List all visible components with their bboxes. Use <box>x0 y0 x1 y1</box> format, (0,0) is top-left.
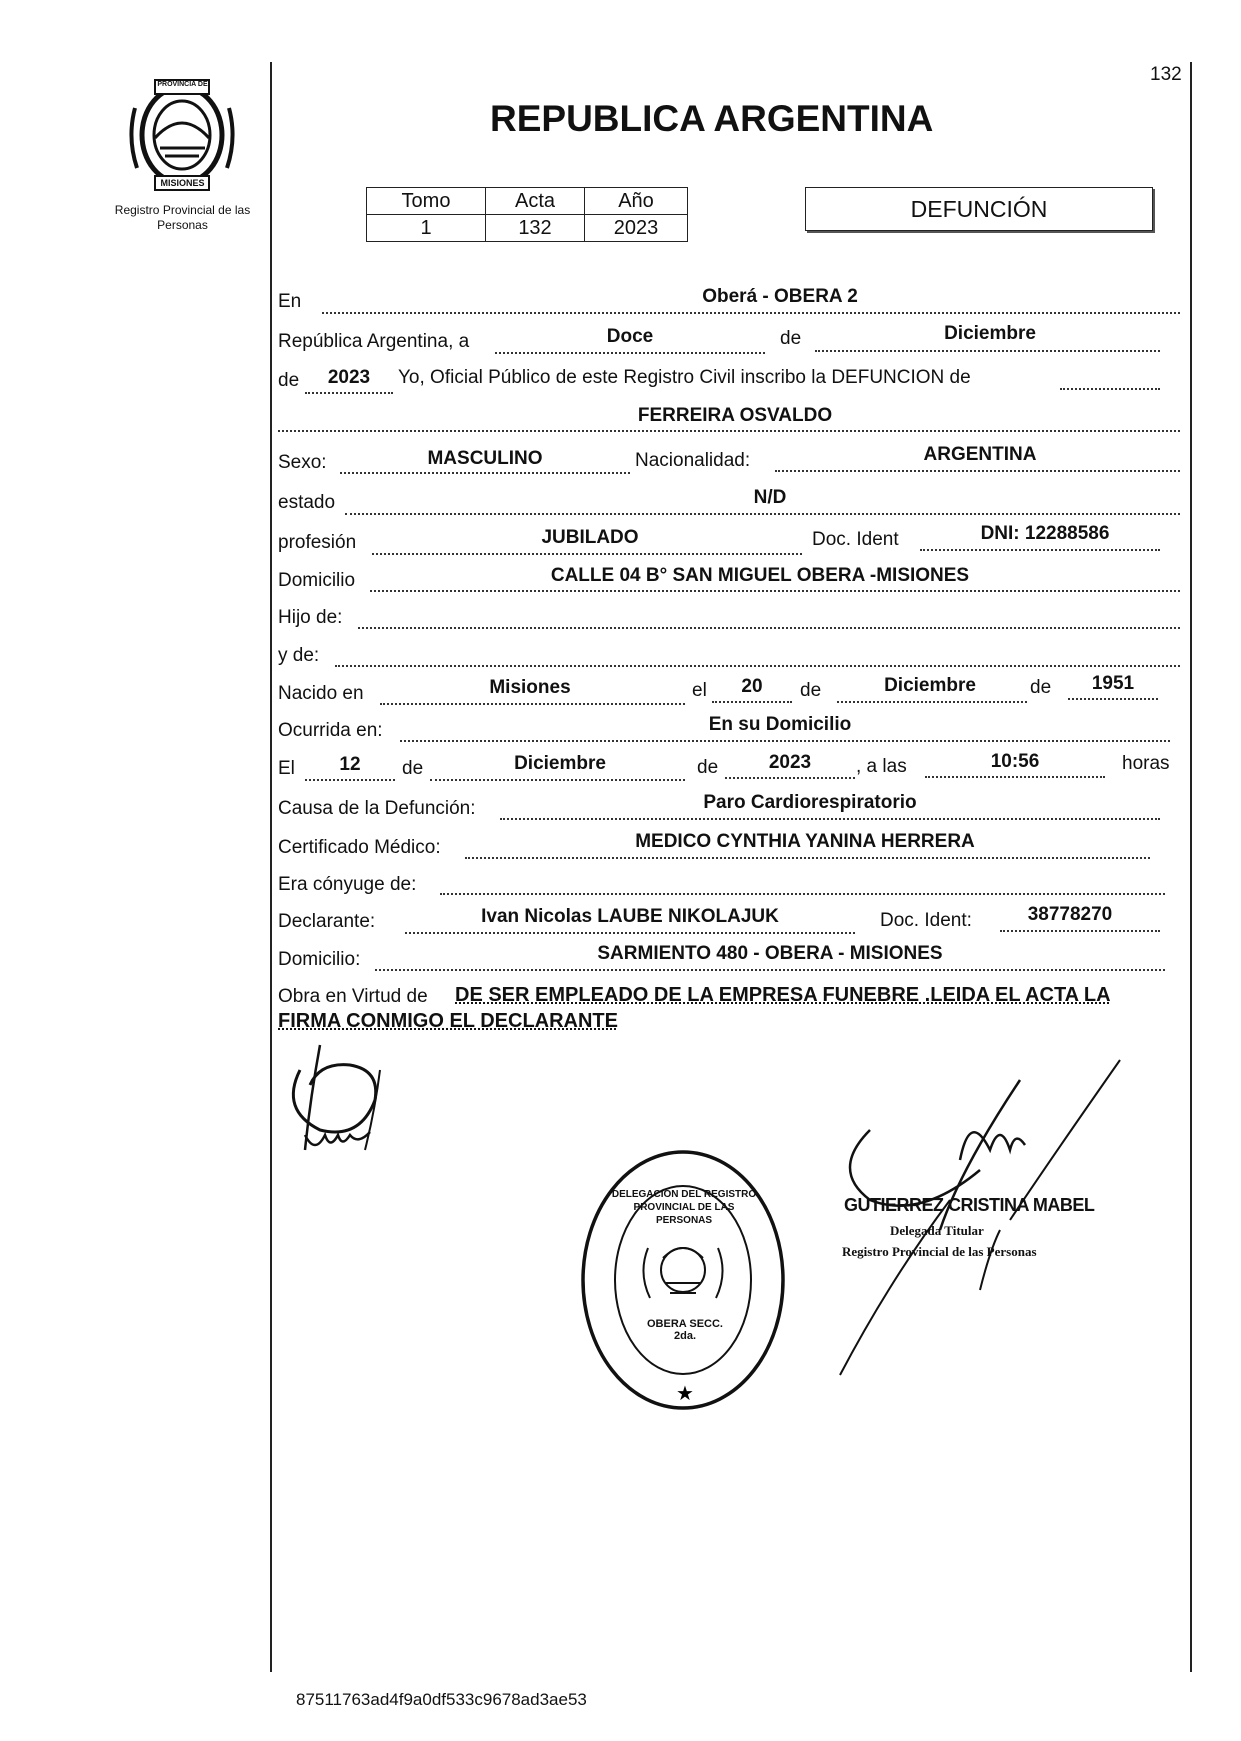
decl-doc-line <box>1000 930 1160 932</box>
hijo-label: Hijo de: <box>278 607 343 628</box>
conyuge-label: Era cónyuge de: <box>278 874 417 895</box>
year-value: 2023 <box>327 367 371 388</box>
obra-value-line2: FIRMA CONMIGO EL DECLARANTE <box>278 1010 618 1032</box>
obra-label: Obra en Virtud de <box>278 986 428 1007</box>
deceased-name: FERREIRA OSVALDO <box>637 405 833 426</box>
fecha-de2: de <box>697 757 719 778</box>
sexo-label: Sexo: <box>278 452 327 473</box>
estado-line <box>345 513 1180 515</box>
yde-label: y de: <box>278 645 320 666</box>
conyuge-line <box>440 893 1165 895</box>
right-margin-line <box>1190 62 1192 1672</box>
estado-value: N/D <box>753 487 787 508</box>
nacido-anio-line <box>1068 698 1158 700</box>
reference-table <box>366 187 688 242</box>
fecha-anio: 2023 <box>768 752 812 773</box>
emblem-bottom-text: MISIONES <box>160 178 205 188</box>
nacido-lugar: Misiones <box>489 677 571 698</box>
nacido-dia: 20 <box>741 676 763 697</box>
record-type-box: DEFUNCIÓN <box>805 187 1153 231</box>
fecha-mes: Diciembre <box>514 753 606 774</box>
ref-value-acta: 132 <box>486 215 585 242</box>
decl-domicilio-value: SARMIENTO 480 - OBERA - MISIONES <box>597 943 943 964</box>
ref-header-acta: Acta <box>486 188 585 215</box>
en-label: En <box>278 291 302 312</box>
emblem-top-text: PROVINCIA DE <box>157 81 208 88</box>
en-line <box>322 312 1180 314</box>
ref-header-tomo: Tomo <box>367 188 486 215</box>
fecha-mes-line <box>430 779 685 781</box>
page-number: 132 <box>1150 64 1182 85</box>
official-office: Registro Provincial de las Personas <box>842 1244 1037 1259</box>
declarante-label: Declarante: <box>278 911 376 932</box>
domicilio-label: Domicilio <box>278 570 356 591</box>
yde-line <box>335 665 1180 667</box>
en-value: Oberá - OBERA 2 <box>702 286 858 307</box>
doc-ident-label: Doc. Ident <box>812 529 899 550</box>
ref-value-tomo: 1 <box>367 215 486 242</box>
month-line <box>815 350 1160 352</box>
hora-line <box>925 776 1105 778</box>
nacido-de1: de <box>800 680 822 701</box>
stamp-inner-text: OBERA SECC. 2da. <box>647 1318 723 1342</box>
decl-doc-value: 38778270 <box>1027 904 1113 925</box>
left-margin-line <box>270 62 272 1672</box>
republica-label: República Argentina, a <box>278 331 470 352</box>
svg-text:★: ★ <box>676 1381 694 1405</box>
certificado-value: MEDICO CYNTHIA YANINA HERRERA <box>635 831 975 852</box>
provincial-emblem <box>125 78 240 193</box>
ocurrida-value: En su Domicilio <box>708 714 852 735</box>
de-label: de <box>780 328 802 349</box>
nacido-mes-line <box>837 701 1027 703</box>
stamp-ring-text: DELEGACION DEL REGISTRO PROVINCIAL DE LAS PERSONAS <box>611 1189 757 1226</box>
nacido-mes: Diciembre <box>884 675 976 696</box>
fecha-dia: 12 <box>339 754 361 775</box>
doc-ident-value: DNI: 12288586 <box>980 523 1110 544</box>
month-value: Diciembre <box>944 323 1036 344</box>
decl-domicilio-label: Domicilio: <box>278 949 361 970</box>
obra-value-line1: DE SER EMPLEADO DE LA EMPRESA FUNEBRE .LEIDA EL ACTA LA <box>455 984 1111 1006</box>
decl-doc-label: Doc. Ident: <box>880 910 972 931</box>
sexo-value: MASCULINO <box>427 448 543 469</box>
nacido-anio: 1951 <box>1091 673 1135 694</box>
nacionalidad-value: ARGENTINA <box>923 444 1037 465</box>
fecha-de1: de <box>402 758 424 779</box>
deceased-line <box>278 430 1180 432</box>
ocurrida-label: Ocurrida en: <box>278 720 383 741</box>
registry-name: Registro Provincial de las Personas <box>114 203 251 232</box>
profesion-label: profesión <box>278 532 357 553</box>
year-line <box>305 392 393 394</box>
declarant-signature <box>280 1040 410 1160</box>
nacionalidad-line <box>775 470 1180 472</box>
profesion-value: JUBILADO <box>541 527 639 548</box>
country-title: REPUBLICA ARGENTINA <box>490 98 934 139</box>
fecha-dia-line <box>305 779 395 781</box>
nacionalidad-label: Nacionalidad: <box>635 450 751 471</box>
ocurrida-line <box>400 740 1170 742</box>
ref-header-anio: Año <box>585 188 688 215</box>
causa-line <box>500 818 1160 820</box>
statement-tail-line <box>1060 388 1160 390</box>
horas-label: horas <box>1122 753 1170 774</box>
day-value: Doce <box>606 326 654 347</box>
fecha-anio-line <box>725 777 855 779</box>
document-hash: 87511763ad4f9a0df533c9678ad3ae53 <box>296 1690 587 1709</box>
causa-value: Paro Cardiorespiratorio <box>703 792 917 813</box>
profesion-line <box>372 553 802 555</box>
alas-label: , a las <box>856 756 907 777</box>
year-de-label: de <box>278 370 300 391</box>
domicilio-value: CALLE 04 B° SAN MIGUEL OBERA -MISIONES <box>550 565 970 586</box>
sexo-line <box>340 472 630 474</box>
hora-value: 10:56 <box>990 751 1040 772</box>
nacido-label: Nacido en <box>278 683 364 704</box>
decl-domicilio-line <box>375 969 1165 971</box>
hijo-line <box>358 627 1180 629</box>
estado-label: estado <box>278 492 336 513</box>
ref-value-anio: 2023 <box>585 215 688 242</box>
declarante-value: Ivan Nicolas LAUBE NIKOLAJUK <box>481 906 779 927</box>
nacido-dia-line <box>712 701 792 703</box>
official-title: Delegada Titular <box>890 1223 984 1238</box>
causa-label: Causa de la Defunción: <box>278 798 476 819</box>
certificado-label: Certificado Médico: <box>278 837 441 858</box>
declarante-line <box>405 932 855 934</box>
doc-ident-line <box>920 549 1160 551</box>
fecha-el-label: El <box>278 758 295 779</box>
el-label: el <box>692 680 707 701</box>
domicilio-line <box>370 590 1180 592</box>
statement-text: Yo, Oficial Público de este Registro Civil inscribo la DEFUNCION de <box>398 367 971 388</box>
certificado-line <box>465 857 1150 859</box>
official-name: GUTIERREZ CRISTINA MABEL <box>844 1195 1095 1215</box>
day-line <box>495 352 765 354</box>
nacido-lugar-line <box>380 703 685 705</box>
nacido-de2: de <box>1030 677 1052 698</box>
